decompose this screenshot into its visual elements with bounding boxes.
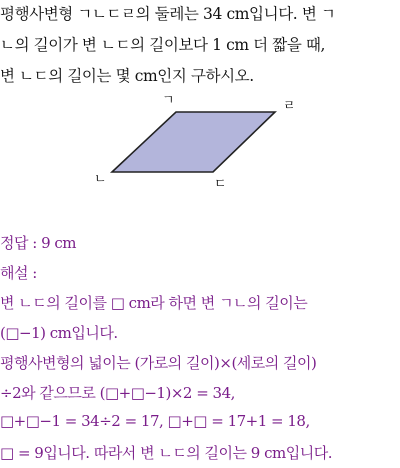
explanation-line-5: □+□−1 = 34÷2 = 17, □+□ = 17+1 = 18, [0, 412, 310, 430]
problem-line-1: 평행사변형 ㄱㄴㄷㄹ의 둘레는 34 cm입니다. 변 ㄱ [0, 5, 336, 23]
parallelogram-shape [112, 112, 275, 172]
explanation-line-1: 변 ㄴㄷ의 길이를 □ cm라 하면 변 ㄱㄴ의 길이는 [0, 294, 308, 312]
parallelogram-svg [0, 88, 400, 198]
vertex-label-b: ㄴ [94, 172, 107, 187]
explanation-line-3: 평행사변형의 넓이는 (가로의 길이)×(세로의 길이) [0, 354, 317, 372]
explanation-line-4: ÷2와 같으므로 (□+□−1)×2 = 34, [0, 384, 235, 402]
answer-value: 9 cm [41, 234, 77, 252]
explanation-heading: 해설 : [0, 264, 37, 282]
explanation-line-2: (□−1) cm입니다. [0, 324, 118, 342]
answer-line [0, 232, 76, 253]
vertex-label-a: ㄱ [162, 93, 175, 108]
explanation-line-6: □ = 9입니다. 따라서 변 ㄴㄷ의 길이는 9 cm입니다. [0, 444, 332, 462]
vertex-label-c: ㄷ [214, 177, 227, 192]
answer-label: 정답 : [0, 234, 37, 252]
vertex-label-d: ㄹ [283, 99, 296, 114]
problem-line-2: ㄴ의 길이가 변 ㄴㄷ의 길이보다 1 cm 더 짧을 때, [0, 36, 326, 54]
problem-line-3: 변 ㄴㄷ의 길이는 몇 cm인지 구하시오. [0, 67, 254, 85]
parallelogram-figure [0, 88, 400, 198]
